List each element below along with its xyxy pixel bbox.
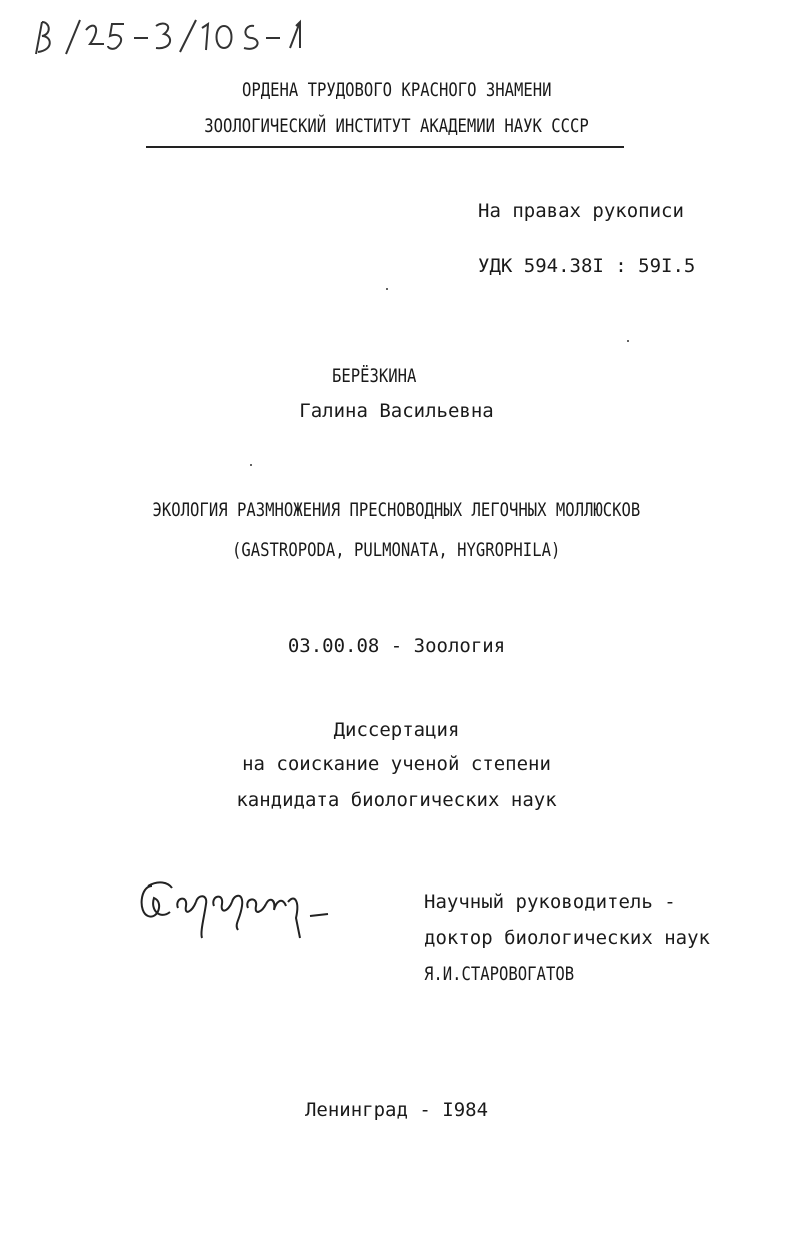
institution-name-text: ЗООЛОГИЧЕСКИЙ ИНСТИТУТ АКАДЕМИИ НАУК СССР bbox=[204, 115, 589, 137]
institution-order-text: ОРДЕНА ТРУДОВОГО КРАСНОГО ЗНАМЕНИ bbox=[241, 79, 552, 101]
specialty-code: 03.00.08 - Зоология bbox=[287, 635, 506, 657]
scan-speck bbox=[250, 464, 252, 466]
thesis-title-line2-text: (GASTROPODA, PULMONATA, HYGROPHILA) bbox=[232, 539, 561, 561]
header-divider bbox=[146, 146, 624, 148]
degree-line1: Диссертация bbox=[333, 719, 460, 741]
author-given-names: Галина Васильевна bbox=[299, 400, 494, 422]
author-surname-text: БЕРЁЗКИНА bbox=[332, 365, 417, 387]
supervisor-degree: доктор биологических наук bbox=[424, 927, 710, 949]
archive-mark bbox=[28, 14, 318, 66]
supervisor-role: Научный руководитель - bbox=[424, 891, 676, 913]
supervisor-name-text: Я.И.СТАРОВОГАТОВ bbox=[424, 963, 575, 985]
place-and-year: Ленинград - I984 bbox=[304, 1099, 489, 1121]
manuscript-rights: На правах рукописи bbox=[478, 200, 684, 222]
supervisor-name bbox=[424, 962, 607, 986]
signature-handwriting bbox=[130, 872, 340, 952]
scan-speck bbox=[627, 340, 629, 342]
institution-order-line bbox=[0, 78, 793, 102]
institution-name-line bbox=[0, 114, 793, 138]
thesis-title-line2 bbox=[0, 538, 793, 562]
degree-line2: на соискание ученой степени bbox=[242, 753, 551, 775]
scan-speck bbox=[386, 288, 388, 290]
thesis-title-line1 bbox=[0, 498, 793, 522]
degree-line3: кандидата биологических наук bbox=[236, 789, 557, 811]
author-signature bbox=[130, 872, 340, 956]
thesis-title-line1-text: ЭКОЛОГИЯ РАЗМНОЖЕНИЯ ПРЕСНОВОДНЫХ ЛЕГОЧНЫХ МОЛЛЮСКОВ bbox=[152, 499, 641, 521]
author-surname bbox=[332, 364, 435, 388]
udk-code: УДК 594.38I : 59I.5 bbox=[478, 255, 696, 277]
archive-mark-handwriting bbox=[28, 14, 318, 62]
